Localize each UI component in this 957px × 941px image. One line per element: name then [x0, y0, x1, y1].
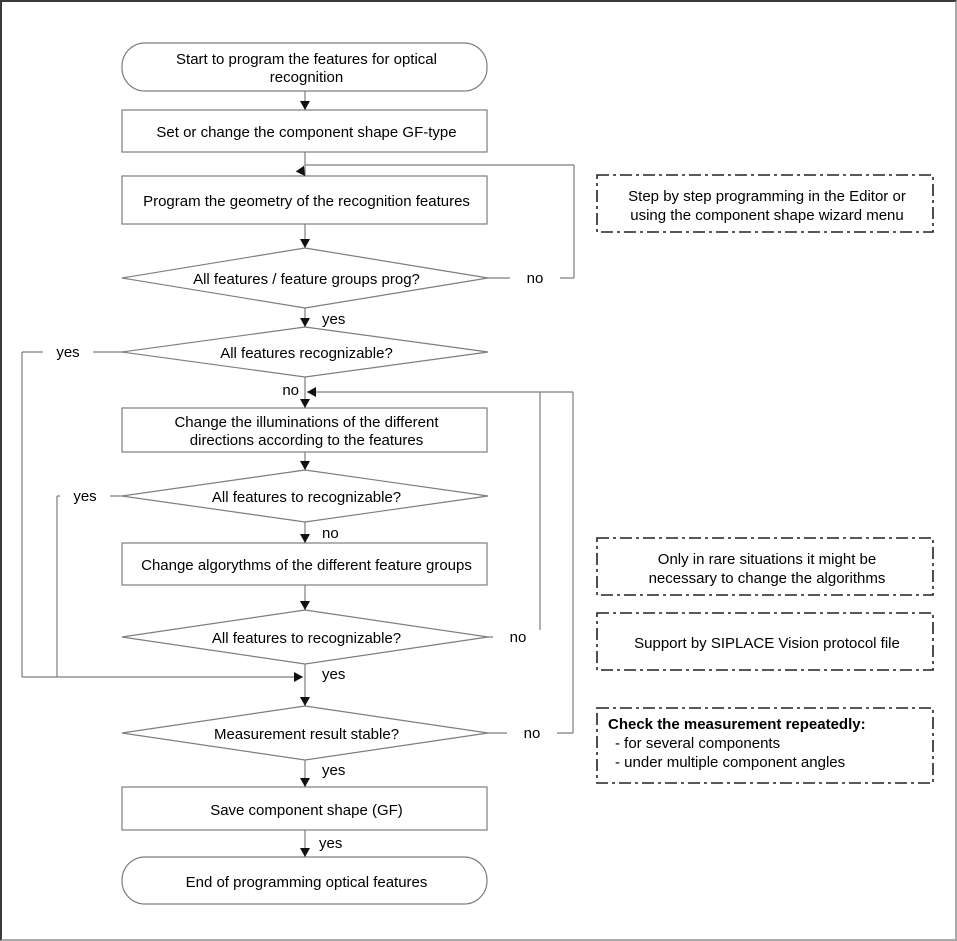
decision-measurement-stable: Measurement result stable? [213, 726, 400, 743]
edge-label-no-to-recognizable-1: no [322, 525, 339, 542]
note-rare-situations: Only in rare situations it might be necessary to change the algorithms [648, 550, 886, 587]
decision-features-to-recognizable-1: All features to recognizable? [211, 489, 402, 506]
edge-label-no-features-prog: no [510, 271, 560, 287]
note-siplace-support: Support by SIPLACE Vision protocol file [634, 635, 900, 652]
edge-label-yes-to-recognizable-2: yes [322, 666, 346, 683]
edge-label-no-measurement: no [507, 726, 557, 742]
edge-label-yes-measurement: yes [322, 762, 346, 779]
process-change-algorithms: Change algorythms of the different feature groups [141, 557, 472, 574]
process-save-shape: Save component shape (GF) [210, 801, 403, 819]
decision-features-programmed: All features / feature groups prog? [193, 271, 420, 288]
note-check-measurement-item: - under multiple component angles [615, 754, 846, 771]
edge-label-yes-to-recognizable-1: yes [60, 489, 110, 505]
process-change-illuminations: Change the illuminations of the different directions according to the features [174, 414, 439, 449]
edge-label-no-recognizable: no [282, 382, 299, 399]
edge-label-no-to-recognizable-2: no [493, 630, 543, 646]
edge-label-yes-recognizable: yes [43, 345, 93, 361]
end-terminator: End of programming optical features [185, 873, 428, 891]
edge-label-yes-save: yes [319, 835, 343, 852]
decision-features-recognizable: All features recognizable? [220, 345, 393, 362]
note-check-measurement [599, 710, 935, 785]
process-set-shape: Set or change the component shape GF-type [156, 124, 457, 141]
note-step-by-step: Step by step programming in the Editor or using the component shape wizard menu [628, 187, 906, 224]
decision-features-to-recognizable-2: All features to recognizable? [211, 630, 402, 647]
note-outlines [597, 175, 933, 783]
start-terminator: Start to program the features for optical recognition [176, 51, 437, 86]
process-program-geometry: Program the geometry of the recognition features [143, 193, 470, 210]
note-check-measurement-title: Check the measurement repeatedly: [608, 716, 866, 733]
edge-label-yes-features-prog: yes [322, 311, 346, 328]
note-check-measurement-item: - for several components [615, 735, 781, 752]
